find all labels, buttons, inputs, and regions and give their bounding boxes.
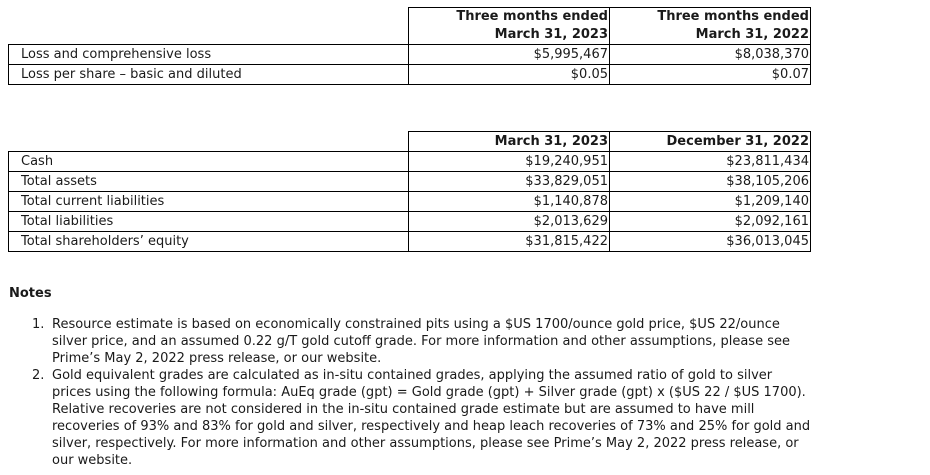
header-blank-cell (9, 132, 409, 152)
row-value-col1: $2,013,629 (409, 212, 610, 232)
income-header-col2-line1: Three months ended (657, 9, 809, 24)
row-value-col2: $0.07 (610, 65, 811, 85)
table-row (9, 232, 811, 252)
row-value-col1: $33,829,051 (409, 172, 610, 192)
row-label: Total assets (9, 172, 409, 192)
row-value-col2: $1,209,140 (610, 192, 811, 212)
note-text: Resource estimate is based on economically constrained pits using a $US 1700/ounce gold price, $US 22/ounce silver price, and an assumed 0.22 g/T gold cutoff grade. For more information and other assumptions, please see Prime’s May 2, 2022 press release, or our website. (52, 317, 790, 366)
row-label: Total liabilities (9, 212, 409, 232)
table-row (9, 192, 811, 212)
note-text: Gold equivalent grades are calculated as in-situ contained grades, applying the assumed ratio of gold to silver prices using the following formula: AuEq grade (gpt) = Gold grade (gpt) + Silver grade (gpt) x ($US 22 / $US 1700). Relative recoveries are not considered in the in-situ contained grade estimate but are assumed to have mill recoveries of 93% and 83% for gold and silver, respectively and heap leach recoveries of 73% and 25% for gold and silver, respectively. For more information and other assumptions, please see Prime’s May 2, 2022 press release, or our website. (52, 368, 811, 468)
row-label: Loss per share – basic and diluted (9, 65, 409, 85)
row-label: Total shareholders’ equity (9, 232, 409, 252)
balance-header-col1: March 31, 2023 (409, 132, 610, 152)
table-row (9, 172, 811, 192)
income-header-col1-line2: March 31, 2023 (494, 27, 608, 42)
list-item (32, 316, 812, 367)
balance-table (8, 131, 811, 252)
row-value-col1: $1,140,878 (409, 192, 610, 212)
row-value-col1: $19,240,951 (409, 152, 610, 172)
table-row (9, 152, 811, 172)
income-header-col2 (610, 8, 811, 45)
row-label: Total current liabilities (9, 192, 409, 212)
row-value-col2: $36,013,045 (610, 232, 811, 252)
list-item (32, 367, 812, 469)
income-header-row (9, 8, 811, 45)
balance-header-row (9, 132, 811, 152)
row-value-col1: $5,995,467 (409, 45, 610, 65)
income-header-col1-line1: Three months ended (456, 9, 608, 24)
row-value-col1: $31,815,422 (409, 232, 610, 252)
header-blank-cell (9, 8, 409, 45)
note-number: 2. (32, 368, 45, 383)
row-value-col2: $23,811,434 (610, 152, 811, 172)
balance-header-col2: December 31, 2022 (610, 132, 811, 152)
row-value-col2: $8,038,370 (610, 45, 811, 65)
notes-heading: Notes (9, 286, 52, 301)
row-value-col2: $38,105,206 (610, 172, 811, 192)
note-number: 1. (32, 317, 45, 332)
table-row (9, 212, 811, 232)
row-value-col2: $2,092,161 (610, 212, 811, 232)
income-table (8, 7, 811, 85)
income-header-col2-line2: March 31, 2022 (695, 27, 809, 42)
row-label: Cash (9, 152, 409, 172)
income-header-col1 (409, 8, 610, 45)
row-value-col1: $0.05 (409, 65, 610, 85)
table-row (9, 65, 811, 85)
notes-list (32, 316, 812, 469)
row-label: Loss and comprehensive loss (9, 45, 409, 65)
table-row (9, 45, 811, 65)
